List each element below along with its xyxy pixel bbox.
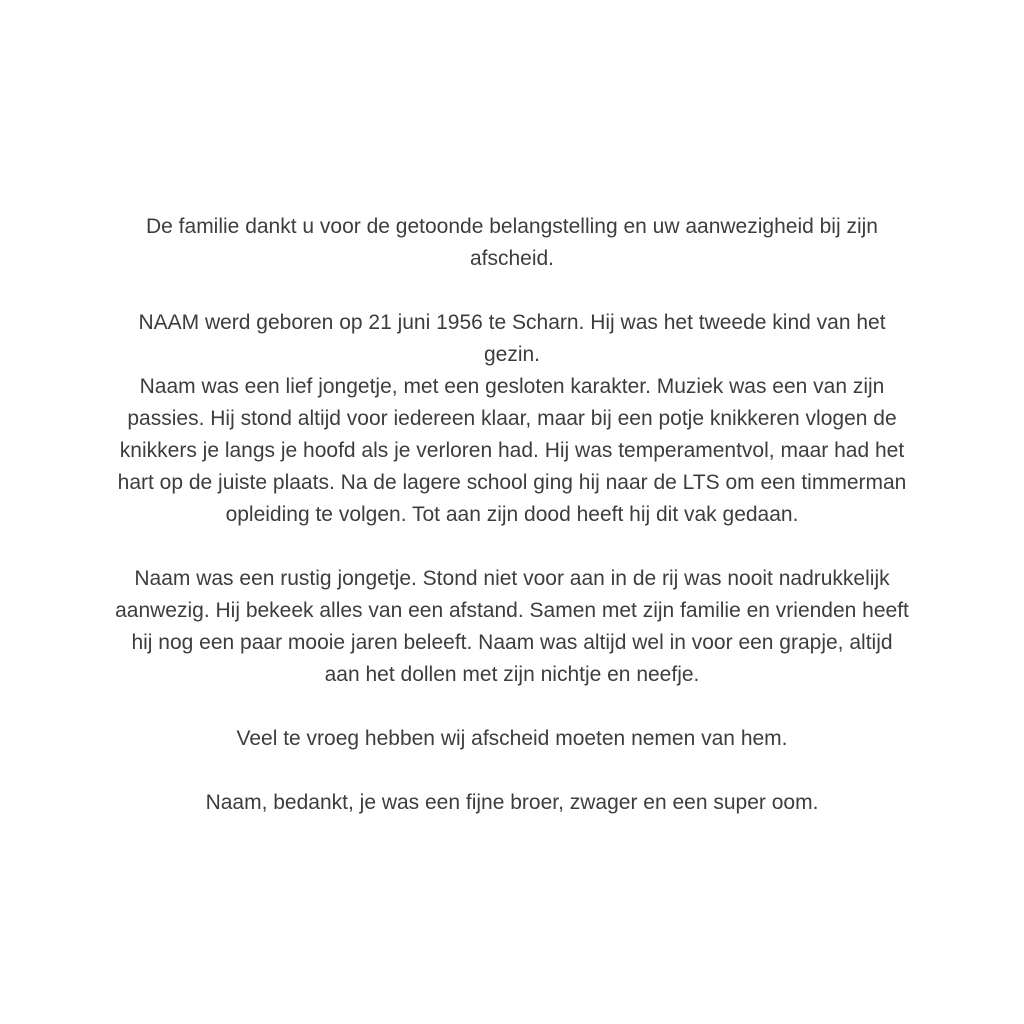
memorial-text <box>56 211 968 819</box>
text-line: passies. Hij stond altijd voor iedereen klaar, maar bij een potje knikkeren vlogen de <box>127 407 897 430</box>
text-line: aan het dollen met zijn nichtje en neefje. <box>324 663 700 686</box>
text-line: gezin. <box>483 343 541 366</box>
text-line: knikkers je langs je hoofd als je verloren had. Hij was temperamentvol, maar had het <box>119 439 905 462</box>
paragraph-thanks <box>56 211 968 275</box>
paragraph-quiet <box>56 563 968 691</box>
paragraph-farewell <box>56 723 968 755</box>
paragraph-character <box>56 371 968 531</box>
text-line: hij nog een paar mooie jaren beleeft. Naam was altijd wel in voor een grapje, altijd <box>131 631 893 654</box>
text-line: Naam, bedankt, je was een fijne broer, zwager en een super oom. <box>205 791 819 814</box>
paragraph-birth <box>56 307 968 371</box>
text-line: NAAM werd geboren op 21 juni 1956 te Scharn. Hij was het tweede kind van het <box>138 311 886 334</box>
text-line: afscheid. <box>469 247 555 270</box>
text-line: hart op de juiste plaats. Na de lagere school ging hij naar de LTS om een timmerman <box>117 471 907 494</box>
paragraph-closing <box>56 787 968 819</box>
text-line: opleiding te volgen. Tot aan zijn dood heeft hij dit vak gedaan. <box>225 503 799 526</box>
text-line: aanwezig. Hij bekeek alles van een afstand. Samen met zijn familie en vrienden heeft <box>115 599 909 622</box>
text-line: Naam was een rustig jongetje. Stond niet voor aan in de rij was nooit nadrukkelijk <box>134 567 890 590</box>
text-line: Veel te vroeg hebben wij afscheid moeten nemen van hem. <box>236 727 788 750</box>
text-line: Naam was een lief jongetje, met een gesloten karakter. Muziek was een van zijn <box>139 375 885 398</box>
text-line: De familie dankt u voor de getoonde belangstelling en uw aanwezigheid bij zijn <box>146 215 878 238</box>
